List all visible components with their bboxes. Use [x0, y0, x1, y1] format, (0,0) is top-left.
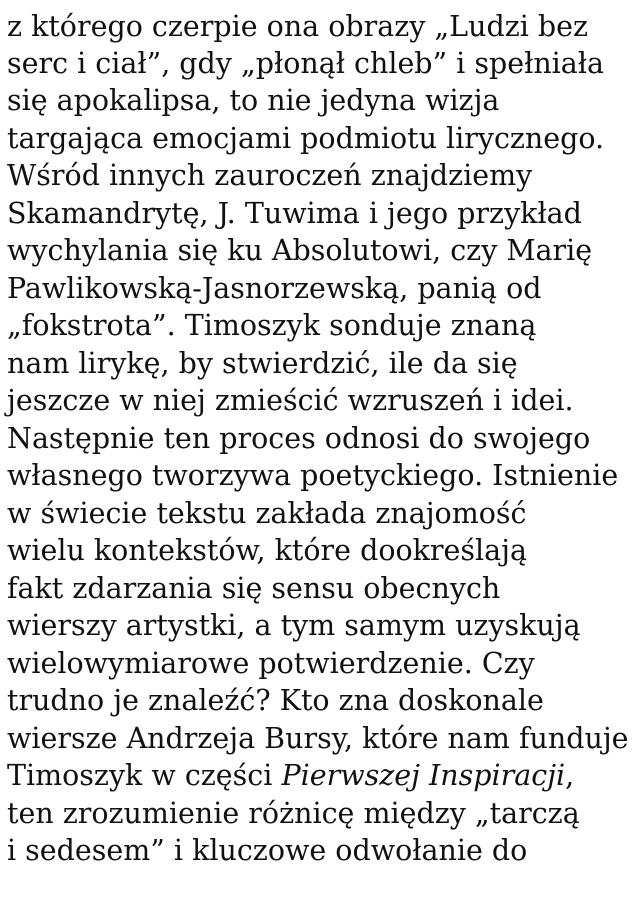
italic-title: Pierwszej Inspiracji [281, 759, 566, 792]
text-line: targająca emocjami podmiotu lirycznego. [7, 122, 605, 155]
text-line: serc i ciał”, gdy „płonął chleb” i spełniała [7, 47, 605, 80]
text-line: ten zrozumienie różnicę między „tarczą [7, 797, 580, 830]
text-line: wychylania się ku Absolutowi, czy Marię [7, 234, 593, 267]
text-line: wiersze Andrzeja Bursy, które nam funduje [7, 722, 629, 755]
text-line: z którego czerpie ona obrazy „Ludzi bez [7, 10, 589, 43]
text-line: trudno je znaleźć? Kto zna doskonale [7, 684, 544, 717]
text-segment: , [565, 759, 575, 792]
text-segment: Timoszyk w części [7, 759, 282, 792]
text-line: wielu kontekstów, które dookreślają [7, 534, 527, 567]
text-line: nam lirykę, by stwierdzić, ile da się [7, 347, 518, 380]
text-line: i sedesem” i kluczowe odwołanie do [7, 834, 528, 867]
text-line: wierszy artystki, a tym samym uzyskują [7, 609, 581, 642]
text-line: Następnie ten proces odnosi do swojego [7, 422, 591, 455]
text-line: Pawlikowską-Jasnorzewską, panią od [7, 272, 542, 305]
text-line: wielowymiarowe potwierdzenie. Czy [7, 647, 535, 680]
text-line: własnego tworzywa poetyckiego. Istnienie [7, 459, 619, 492]
text-line: Wśród innych zauroczeń znajdziemy [7, 159, 533, 192]
text-line: Skamandrytę, J. Tuwima i jego przykład [7, 197, 582, 230]
text-line: jeszcze w niej zmieścić wzruszeń i idei. [7, 384, 574, 417]
text-line: w świecie tekstu zakłada znajomość [7, 497, 527, 530]
text-line [7, 757, 574, 794]
text-line: „fokstrota”. Timoszyk sonduje znaną [7, 309, 537, 342]
text-line: się apokalipsa, to nie jedyna wizja [7, 84, 500, 117]
text-line: fakt zdarzania się sensu obecnych [7, 572, 501, 605]
